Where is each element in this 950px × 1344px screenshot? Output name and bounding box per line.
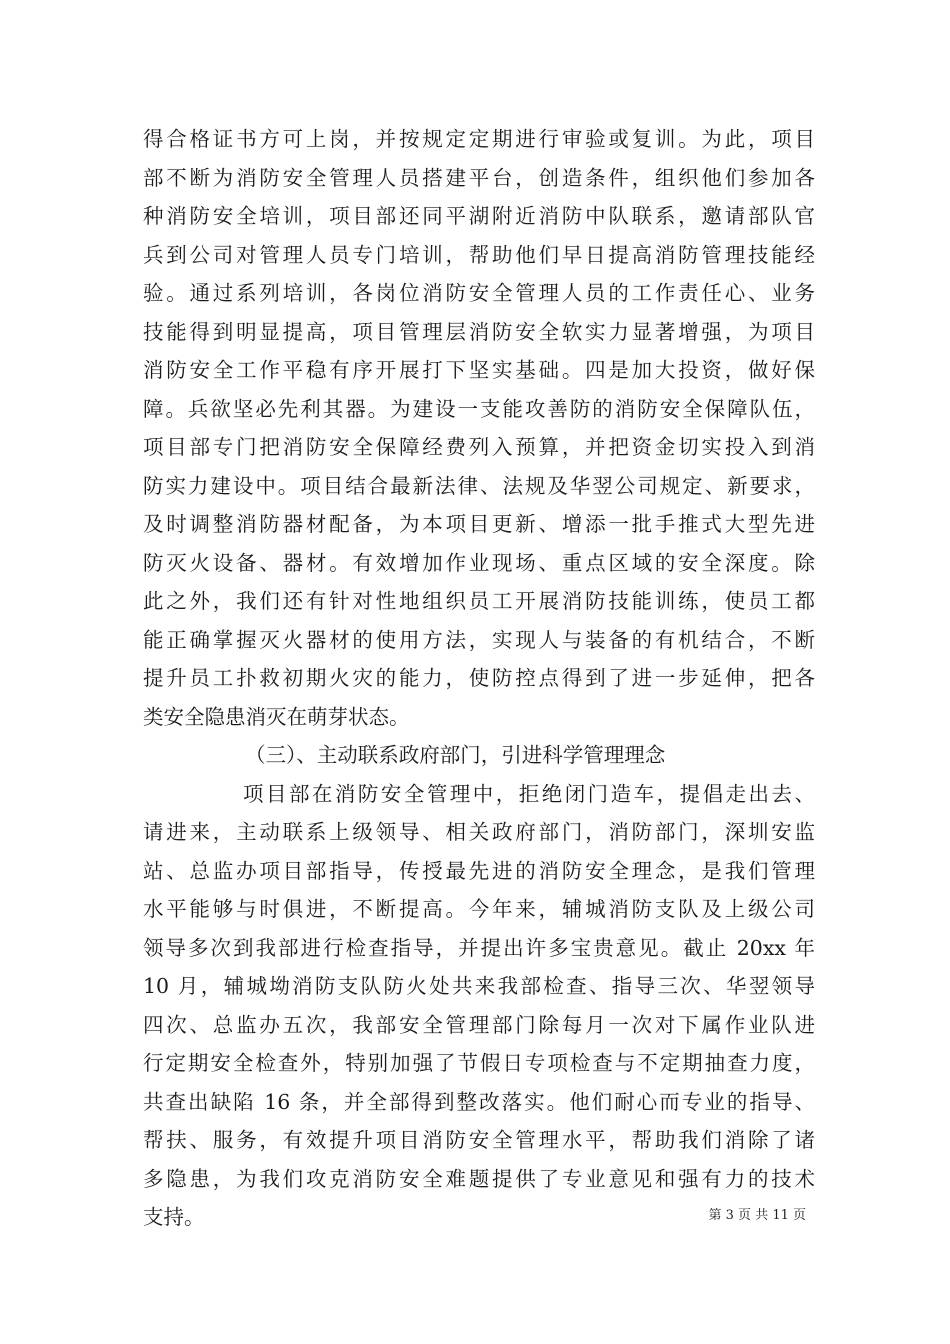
text-line: 四次、总监办五次，我部安全管理部门除每月一次对下属作业队进 [143, 1012, 815, 1037]
body-text [143, 120, 815, 1237]
text-line: 帮扶、服务，有效提升项目消防安全管理水平，帮助我们消除了诸 [143, 1128, 815, 1152]
text-line: 得合格证书方可上岗，并按规定定期进行审验或复训。为此，项目 [143, 127, 815, 151]
text-line: 共查出缺陷 16 条，并全部得到整改落实。他们耐心而专业的指导、 [143, 1089, 815, 1114]
text-line: 10 月，辅城坳消防支队防火处共来我部检查、指导三次、华翌领导 [143, 974, 815, 998]
text-line: 技能得到明显提高，项目管理层消防安全软实力显著增强，为项目 [143, 319, 815, 344]
text-line: 验。通过系列培训，各岗位消防安全管理人员的工作责任心、业务 [143, 281, 815, 305]
text-line: 及时调整消防器材配备，为本项目更新、增添一批手推式大型先进 [143, 512, 815, 536]
text-line: 防灭火设备、器材。有效增加作业现场、重点区域的安全深度。除 [143, 550, 815, 575]
text-line: 障。兵欲坚必先利其器。为建设一支能攻善防的消防安全保障队伍， [143, 396, 815, 421]
text-line: 行定期安全检查外，特别加强了节假日专项检查与不定期抽查力度， [143, 1051, 815, 1075]
text-line: 领导多次到我部进行检查指导，并提出许多宝贵意见。截止 20xx 年 [143, 935, 815, 960]
text-line: 防实力建设中。项目结合最新法律、法规及华翌公司规定、新要求， [143, 473, 815, 498]
text-line: 能正确掌握灭火器材的使用方法，实现人与装备的有机结合，不断 [143, 627, 815, 652]
text-line: 消防安全工作平稳有序开展打下坚实基础。四是加大投资，做好保 [143, 358, 815, 382]
text-line: 项目部在消防安全管理中，拒绝闭门造车，提倡走出去、 [243, 781, 815, 806]
text-line: 请进来，主动联系上级领导、相关政府部门，消防部门，深圳安监 [143, 820, 815, 844]
text-line: 此之外，我们还有针对性地组织员工开展消防技能训练，使员工都 [143, 589, 815, 613]
text-line: 类安全隐患消灭在萌芽状态。 [143, 704, 410, 729]
section-heading: （三）、主动联系政府部门，引进科学管理理念 [245, 743, 666, 767]
text-line: 水平能够与时俱进，不断提高。今年来，辅城消防支队及上级公司 [143, 897, 815, 921]
text-line: 支持。 [143, 1205, 205, 1229]
text-line: 部不断为消防安全管理人员搭建平台，创造条件，组织他们参加各 [143, 165, 815, 190]
text-line: 提升员工扑救初期火灾的能力，使防控点得到了进一步延伸，把各 [143, 666, 815, 690]
text-line: 站、总监办项目部指导，传授最先进的消防安全理念，是我们管理 [143, 858, 815, 883]
text-line: 兵到公司对管理人员专门培训，帮助他们早日提高消防管理技能经 [143, 242, 815, 267]
text-line: 项目部专门把消防安全保障经费列入预算，并把资金切实投入到消 [143, 435, 815, 459]
text-line: 种消防安全培训，项目部还同平湖附近消防中队联系，邀请部队官 [143, 204, 815, 228]
page-number: 第 3 页 共 11 页 [708, 1208, 806, 1223]
text-line: 多隐患，为我们攻克消防安全难题提供了专业意见和强有力的技术 [143, 1166, 815, 1191]
